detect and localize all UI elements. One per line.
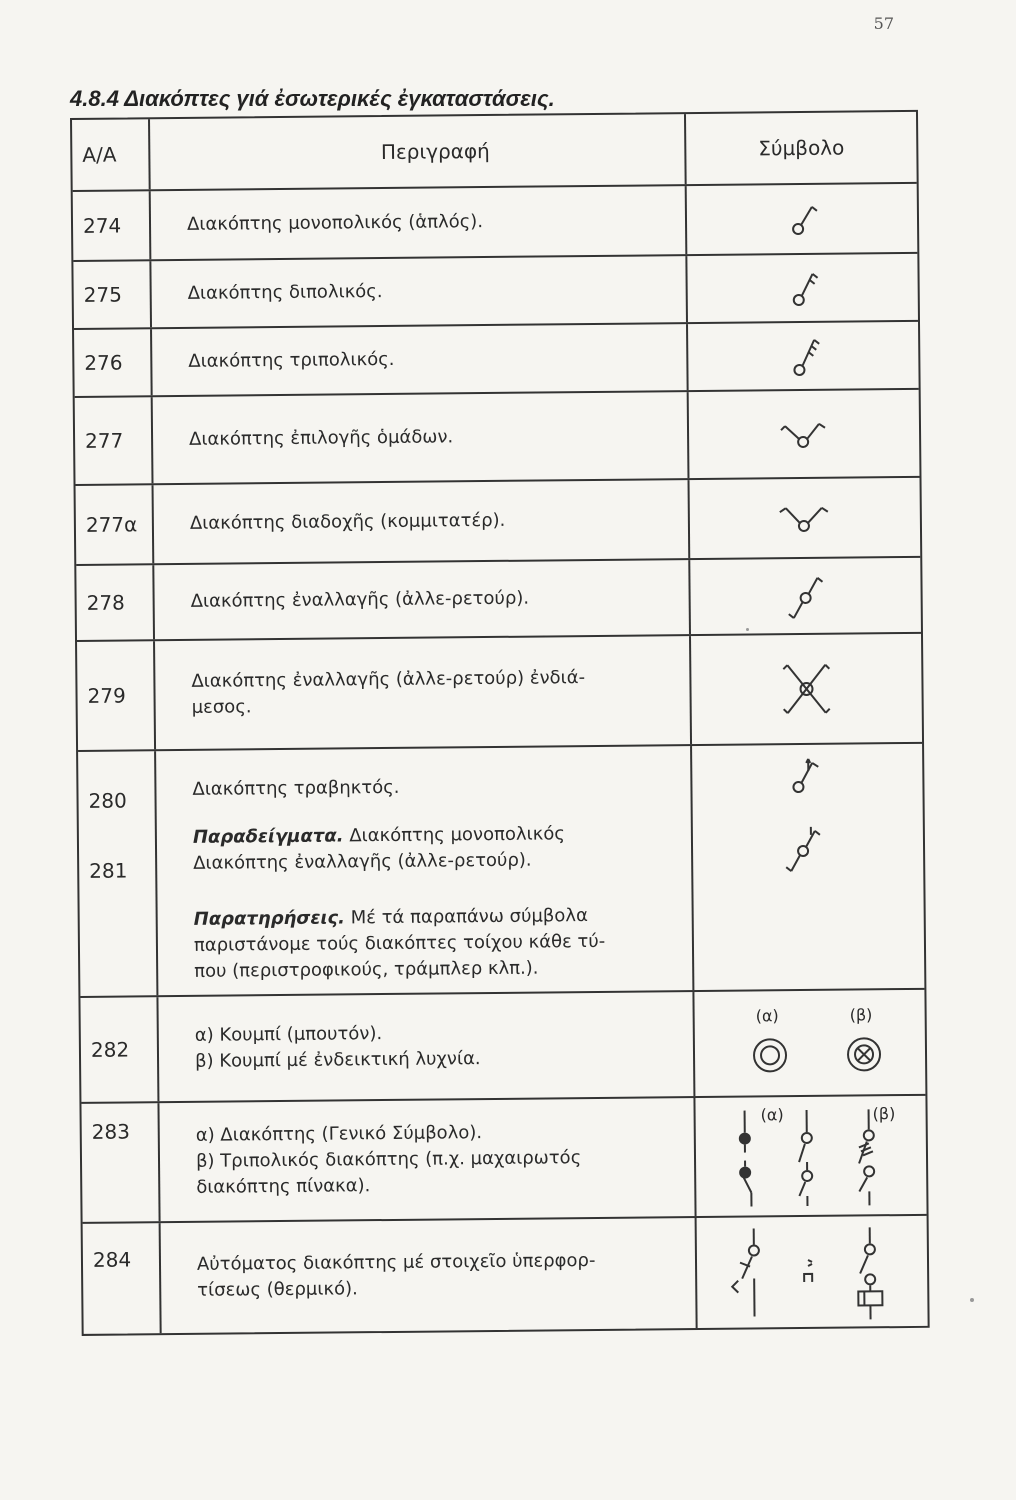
examples-line [193, 821, 565, 851]
pull-two-way-switch-icon [786, 827, 820, 871]
description-line: β) Κουμπί μέ ἐνδεικτική λυχνία. [194, 1048, 481, 1072]
row-number: 276 [84, 350, 123, 375]
switch-symbols-table [70, 110, 930, 1336]
examples-text: Διακόπτης μονοπολικός [343, 823, 565, 847]
row-description: Διακόπτης μονοπολικός (ἁπλός). [149, 186, 686, 259]
single-pole-switch-icon [685, 184, 918, 254]
description-line: τίσεως (θερμικό). [197, 1278, 358, 1301]
table-row [83, 1216, 928, 1334]
group-selector-switch-icon [687, 390, 920, 478]
row-description [156, 992, 693, 1101]
push-button-indicator-icon [848, 1038, 880, 1070]
page-number: 57 [873, 14, 894, 33]
pull-switch-symbols [690, 744, 924, 990]
row-number: 281 [89, 858, 128, 883]
table-row [81, 1096, 926, 1224]
header-description: Περιγραφή [148, 114, 685, 189]
row-description [154, 746, 692, 995]
row-number: 277 [84, 428, 124, 453]
row-description: Διακόπτης ἐπιλογῆς ὁμάδων. [151, 392, 688, 483]
row-number: 275 [83, 282, 122, 307]
intermediate-switch-icon [689, 634, 922, 744]
pull-switch-icon [793, 759, 818, 792]
description-line: παριστάνομε τούς διακόπτες τοίχου κάθε τύ- [193, 930, 606, 956]
row-description [157, 1098, 694, 1221]
table-row [73, 184, 918, 262]
section-title: 4.8.4 Διακόπτες γιά ἐσωτερικές ἐγκαταστάσεις. [70, 86, 555, 111]
thermal-overload-breaker-symbols [695, 1216, 928, 1328]
description-line: Διακόπτης ἐναλλαγῆς (ἀλλε-ρετούρ) ἐνδιά- [191, 667, 586, 692]
symbol-label-b: (β) [849, 1005, 873, 1025]
two-way-switch-icon [688, 558, 921, 634]
row-number: 278 [86, 590, 125, 615]
row-description: Διακόπτης διαδοχῆς (κομμιτατέρ). [152, 480, 689, 563]
symbol-label-b: (β) [872, 1104, 896, 1124]
symbol-label-a: (α) [760, 1105, 784, 1125]
description-line: Αὐτόματος διακόπτης μέ στοιχεῖο ὑπερφορ- [196, 1250, 596, 1275]
table-row [76, 558, 921, 642]
three-pole-knife-switch-icon [859, 1109, 875, 1205]
row-description [153, 636, 690, 749]
general-switch-open-icon [799, 1110, 813, 1206]
row-number: 283 [91, 1119, 131, 1144]
row-description [159, 1218, 696, 1333]
scan-speck [970, 1298, 974, 1302]
row-number: 284 [92, 1247, 132, 1272]
table-row [80, 990, 925, 1104]
description-line: β) Τριπολικός διακόπτης (π.χ. μαχαιρωτός [195, 1147, 582, 1172]
row-number-group [78, 751, 156, 996]
scan-speck [746, 628, 749, 631]
triple-pole-switch-icon [686, 322, 919, 390]
notes-text: Μέ τά παραπάνω σύμβολα [344, 905, 588, 929]
table-row [73, 254, 918, 330]
switch-symbols-group [693, 1096, 926, 1216]
row-number: 277α [85, 512, 138, 537]
examples-label: Παραδείγματα. [192, 825, 344, 848]
row-description: Διακόπτης τριπολικός. [150, 324, 687, 395]
push-button-icon [754, 1039, 786, 1071]
header-symbol: Σύμβολο [684, 112, 917, 184]
notes-line [194, 903, 588, 933]
table-row [76, 478, 921, 566]
thermal-element-icon [804, 1260, 812, 1282]
description-line: μεσος. [191, 696, 252, 718]
row-description: Διακόπτης ἐναλλαγῆς (ἀλλε-ρετούρ). [152, 560, 689, 639]
double-pole-switch-icon [685, 254, 918, 322]
row-number: 280 [88, 788, 127, 813]
description-line: Διακόπτης τραβηκτός. [192, 776, 400, 800]
series-switch-icon [688, 478, 921, 558]
description-line: α) Διακόπτης (Γενικό Σύμβολο). [195, 1122, 483, 1146]
thermal-relay-switch-icon [858, 1227, 883, 1319]
table-row [75, 390, 920, 486]
row-description: Διακόπτης διπολικός. [149, 256, 686, 327]
header-aa: Α/Α [82, 142, 117, 167]
description-line: διακόπτης πίνακα). [196, 1175, 371, 1198]
push-button-symbols [692, 990, 925, 1096]
notes-label: Παρατηρήσεις. [193, 907, 346, 930]
thermal-overload-breaker-icon [732, 1228, 760, 1316]
table-row [78, 744, 924, 998]
row-number: 279 [87, 683, 126, 708]
table-header-row [72, 112, 917, 192]
table-row [74, 322, 919, 398]
row-number: 282 [90, 1037, 130, 1062]
description-line: Διακόπτης ἐναλλαγῆς (ἀλλε-ρετούρ). [193, 849, 532, 874]
general-switch-icon [740, 1111, 752, 1207]
description-line: που (περιστροφικούς, τράμπλερ κλπ.). [194, 957, 539, 982]
row-number: 274 [82, 213, 122, 238]
description-line: α) Κουμπί (μπουτόν). [194, 1023, 383, 1046]
symbol-label-a: (α) [755, 1006, 779, 1026]
table-row [77, 634, 922, 752]
